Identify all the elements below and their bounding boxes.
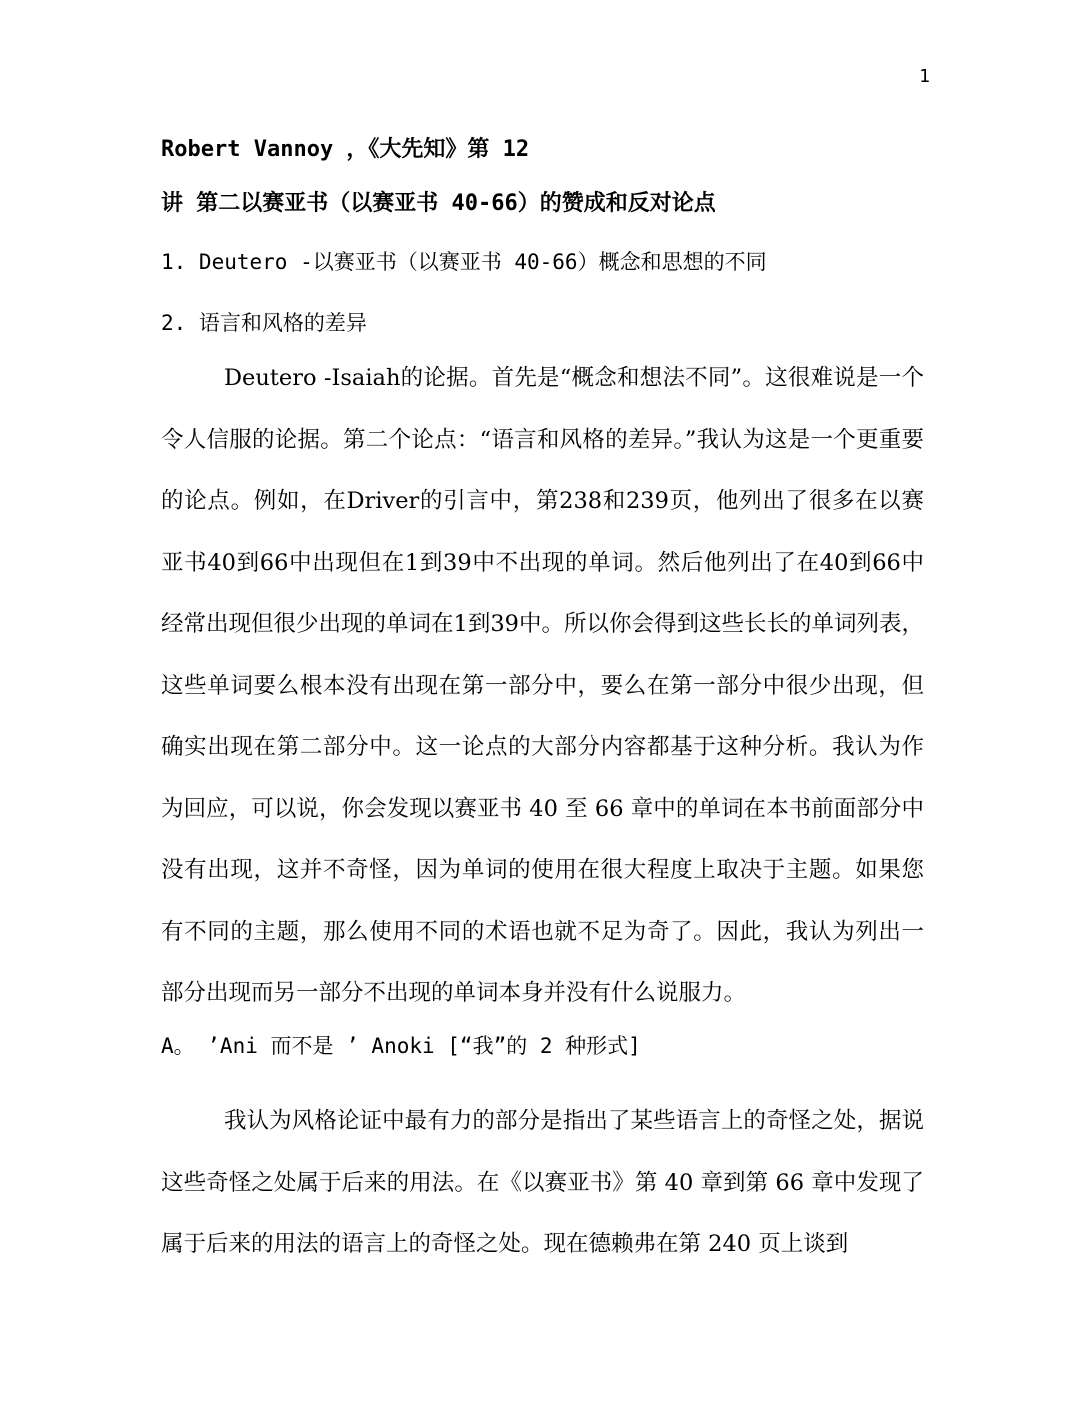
body-paragraph-1: Deutero -Isaiah的论据。首先是“概念和想法不同”。这很难说是一个令人信服的论据。第二个论点：“语言和风格的差异。”我认为这是一个更重要的论点。例如，在Driver的引言中，第238和239页，他列出了很多在以赛亚书40到66中出现但在1到39中不出现的单词。然后他列出了在40到66中经常出现但很少出现的单词在1到39中。所以你会得到这些长长的单词列表，这些单词要么根本没有出现在第一部分中，要么在第一部分中很少出现，但确实出现在第二部分中。这一论点的大部分内容都基于这种分析。我认为作为回应，可以说，你会发现以赛亚书 40 至 66 章中的单词在本书前面部分中没有出现，这并不奇怪，因为单词的使用在很大程度上取决于主题。如果您有不同的主题，那么使用不同的术语也就不足为奇了。因此，我认为列出一部分出现而另一部分不出现的单词本身并没有什么说服力。	[161, 365, 924, 1006]
title-line-2: 讲 第二以赛亚书（以赛亚书 40-66）的赞成和反对论点	[161, 191, 716, 216]
section-subheading: A。 ’Ani 而不是 ’ Anoki [“我”的 2 种形式]	[161, 1034, 641, 1058]
list-item-concepts: 1. Deutero -以赛亚书（以赛亚书 40-66）概念和思想的不同	[161, 250, 767, 274]
page-number: 1	[919, 66, 930, 87]
list-item-language-style: 2. 语言和风格的差异	[161, 311, 367, 335]
title-line-1: Robert Vannoy ，《大先知》第 12	[161, 137, 530, 162]
body-paragraph-2: 我认为风格论证中最有力的部分是指出了某些语言上的奇怪之处，据说这些奇怪之处属于后来的用法。在《以赛亚书》第 40 章到第 66 章中发现了属于后来的用法的语言上的奇怪之处。现在德赖弗在第 240 页上谈到	[161, 1108, 924, 1257]
